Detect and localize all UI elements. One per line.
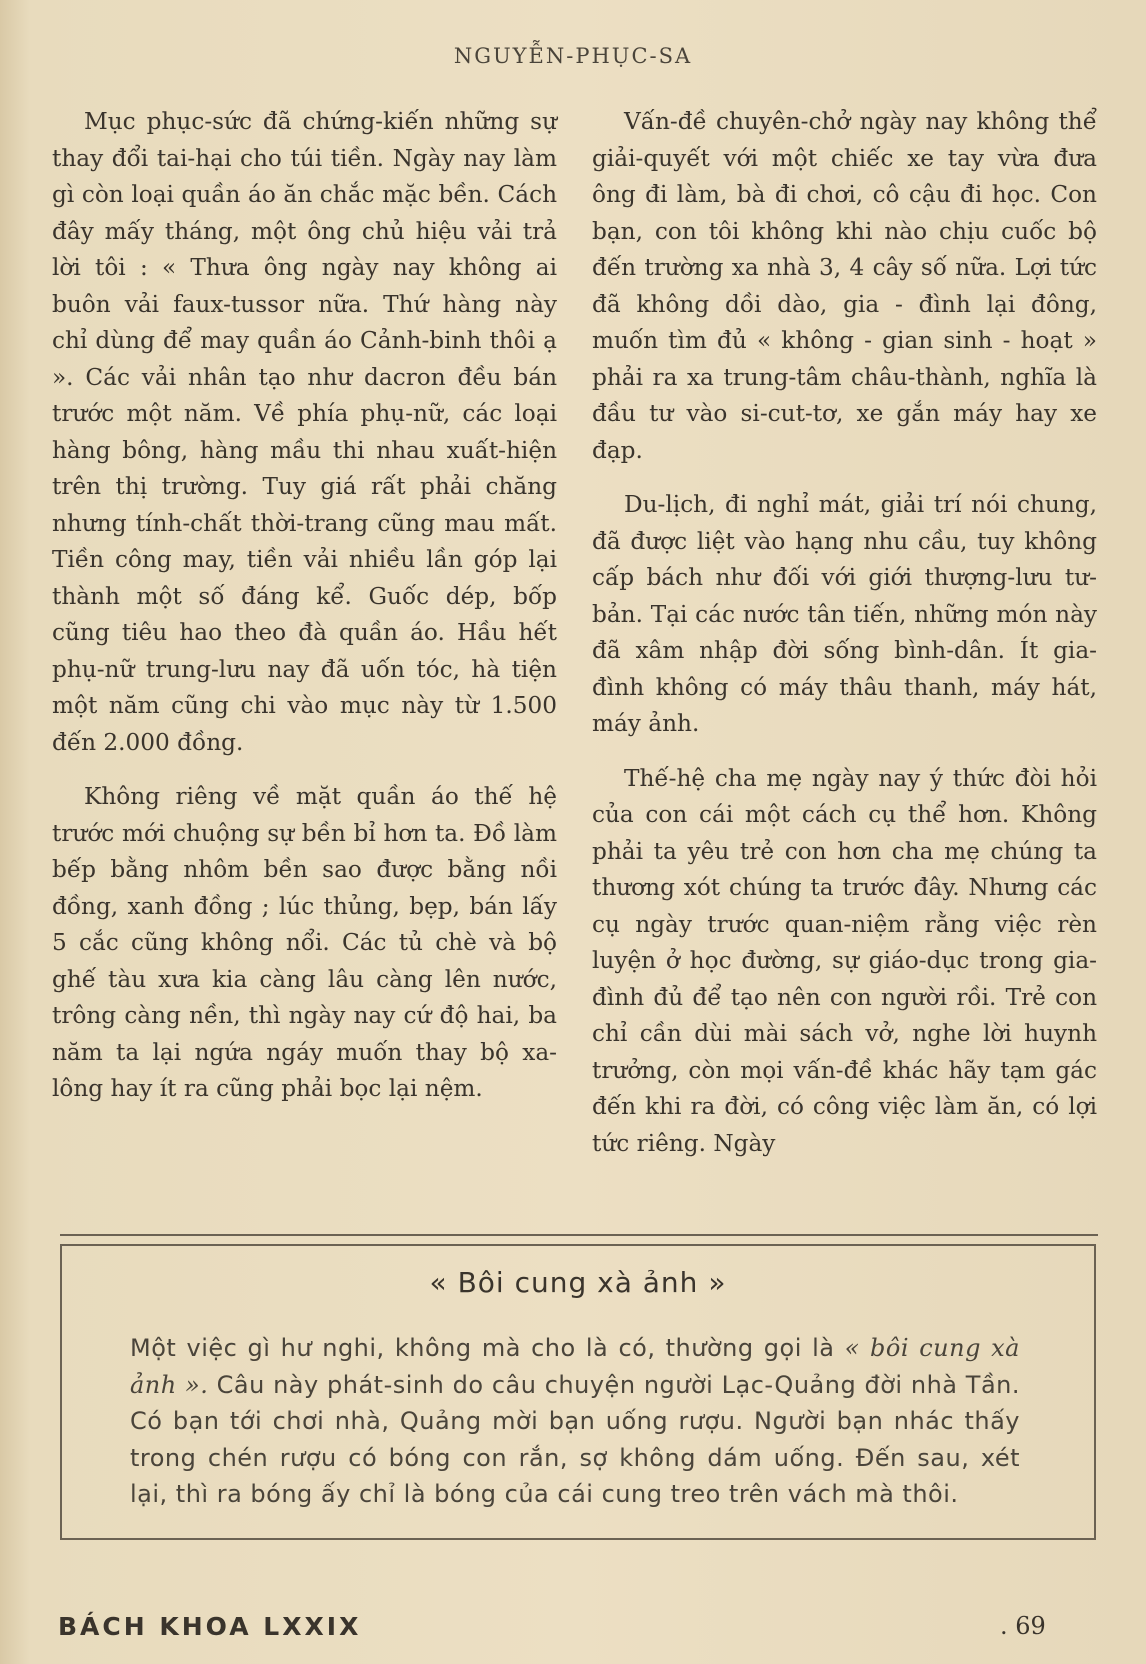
box-intro: Một việc gì hư nghi, không mà cho là có, thường gọi là <box>130 1334 835 1362</box>
sidebar-box <box>60 1244 1096 1540</box>
section-divider <box>60 1234 1098 1236</box>
paragraph: Thế-hệ cha mẹ ngày nay ý thức đòi hỏi của con cái một cách cụ thể hơn. Không phải ta yêu trẻ con hơn cha mẹ chúng ta thương xót chúng ta trước đây. Nhưng các cụ ngày trước quan-niệm rằng việc rèn luyện ở học đường, sự giáo-dục trong gia-đình đủ để tạo nên con người rồi. Trẻ con chỉ cần dùi mài sách vở, nghe lời huynh trưởng, còn mọi vấn-đề khác hãy tạm gác đến khi ra đời, có công việc làm ăn, có lợi tức riêng. Ngày <box>592 764 1097 1157</box>
magazine-name: BÁCH KHOA LXXIX <box>58 1612 362 1641</box>
left-column <box>52 104 557 1126</box>
paragraph: Mục phục-sức đã chứng-kiến những sự thay đổi tai-hại cho túi tiền. Ngày nay làm gì còn loại quần áo ăn chắc mặc bền. Cách đây mấy tháng, một ông chủ hiệu vải trả lời tôi : « Thưa ông ngày nay không ai buôn vải faux-tussor nữa. Thứ hàng này chỉ dùng để may quần áo Cảnh-binh thôi ạ ». Các vải nhân tạo như dacron đều bán trước một năm. Về phía phụ-nữ, các loại hàng bông, hàng mầu thi nhau xuất-hiện trên thị trường. Tuy giá rất phải chăng nhưng tính-chất thời-trang cũng mau mất. Tiền công may, tiền vải nhiều lần góp lại thành một số đáng kể. Guốc dép, bốp cũng tiêu hao theo đà quần áo. Hầu hết phụ-nữ trung-lưu nay đã uốn tóc, hà tiện một năm cũng chi vào mục này từ 1.500 đến 2.000 đồng. <box>52 108 557 756</box>
box-title: « Bôi cung xà ảnh » <box>429 1266 727 1299</box>
paragraph: Du-lịch, đi nghỉ mát, giải trí nói chung, đã được liệt vào hạng nhu cầu, tuy không cấp bách như đối với giới thượng-lưu tư-bản. Tại các nước tân tiến, những món này đã xâm nhập đời sống bình-dân. Ít gia-đình không có máy thâu thanh, máy hát, máy ảnh. <box>592 491 1097 737</box>
page-number: . 69 <box>1000 1612 1046 1640</box>
box-body <box>130 1330 1020 1513</box>
box-italic-term: « bôi cung xà ảnh ». <box>130 1334 1020 1399</box>
running-title: NGUYỄN-PHỤC-SA <box>453 44 693 68</box>
box-rest: Câu này phát-sinh do câu chuyện người Lạc-Quảng đời nhà Tần. Có bạn tới chơi nhà, Quảng mời bạn uống rượu. Người bạn nhác thấy trong chén rượu có bóng con rắn, sợ không dám uống. Đến sau, xét lại, thì ra bóng ấy chỉ là bóng của cái cung treo trên vách mà thôi. <box>130 1370 1020 1508</box>
right-column <box>592 104 1097 1180</box>
paragraph: Vấn-đề chuyên-chở ngày nay không thể giải-quyết với một chiếc xe tay vừa đưa ông đi làm, bà đi chơi, cô cậu đi học. Con bạn, con tôi không khi nào chịu cuốc bộ đến trường xa nhà 3, 4 cây số nữa. Lợi tức đã không dồi dào, gia - đình lại đông, muốn tìm đủ « không - gian sinh - hoạt » phải ra xa trung-tâm châu-thành, nghĩa là đầu tư vào si-cut-tơ, xe gắn máy hay xe đạp. <box>592 108 1097 464</box>
paragraph: Không riêng về mặt quần áo thế hệ trước mới chuộng sự bền bỉ hơn ta. Đồ làm bếp bằng nhôm bền sao được bằng nồi đồng, xanh đồng ; lúc thủng, bẹp, bán lấy 5 cắc cũng không nổi. Các tủ chè và bộ ghế tàu xưa kia càng lâu càng lên nước, trông càng nền, thì ngày nay cứ độ hai, ba năm ta lại ngứa ngáy muốn thay bộ xa-lông hay ít ra cũng phải bọc lại nệm. <box>52 783 557 1102</box>
